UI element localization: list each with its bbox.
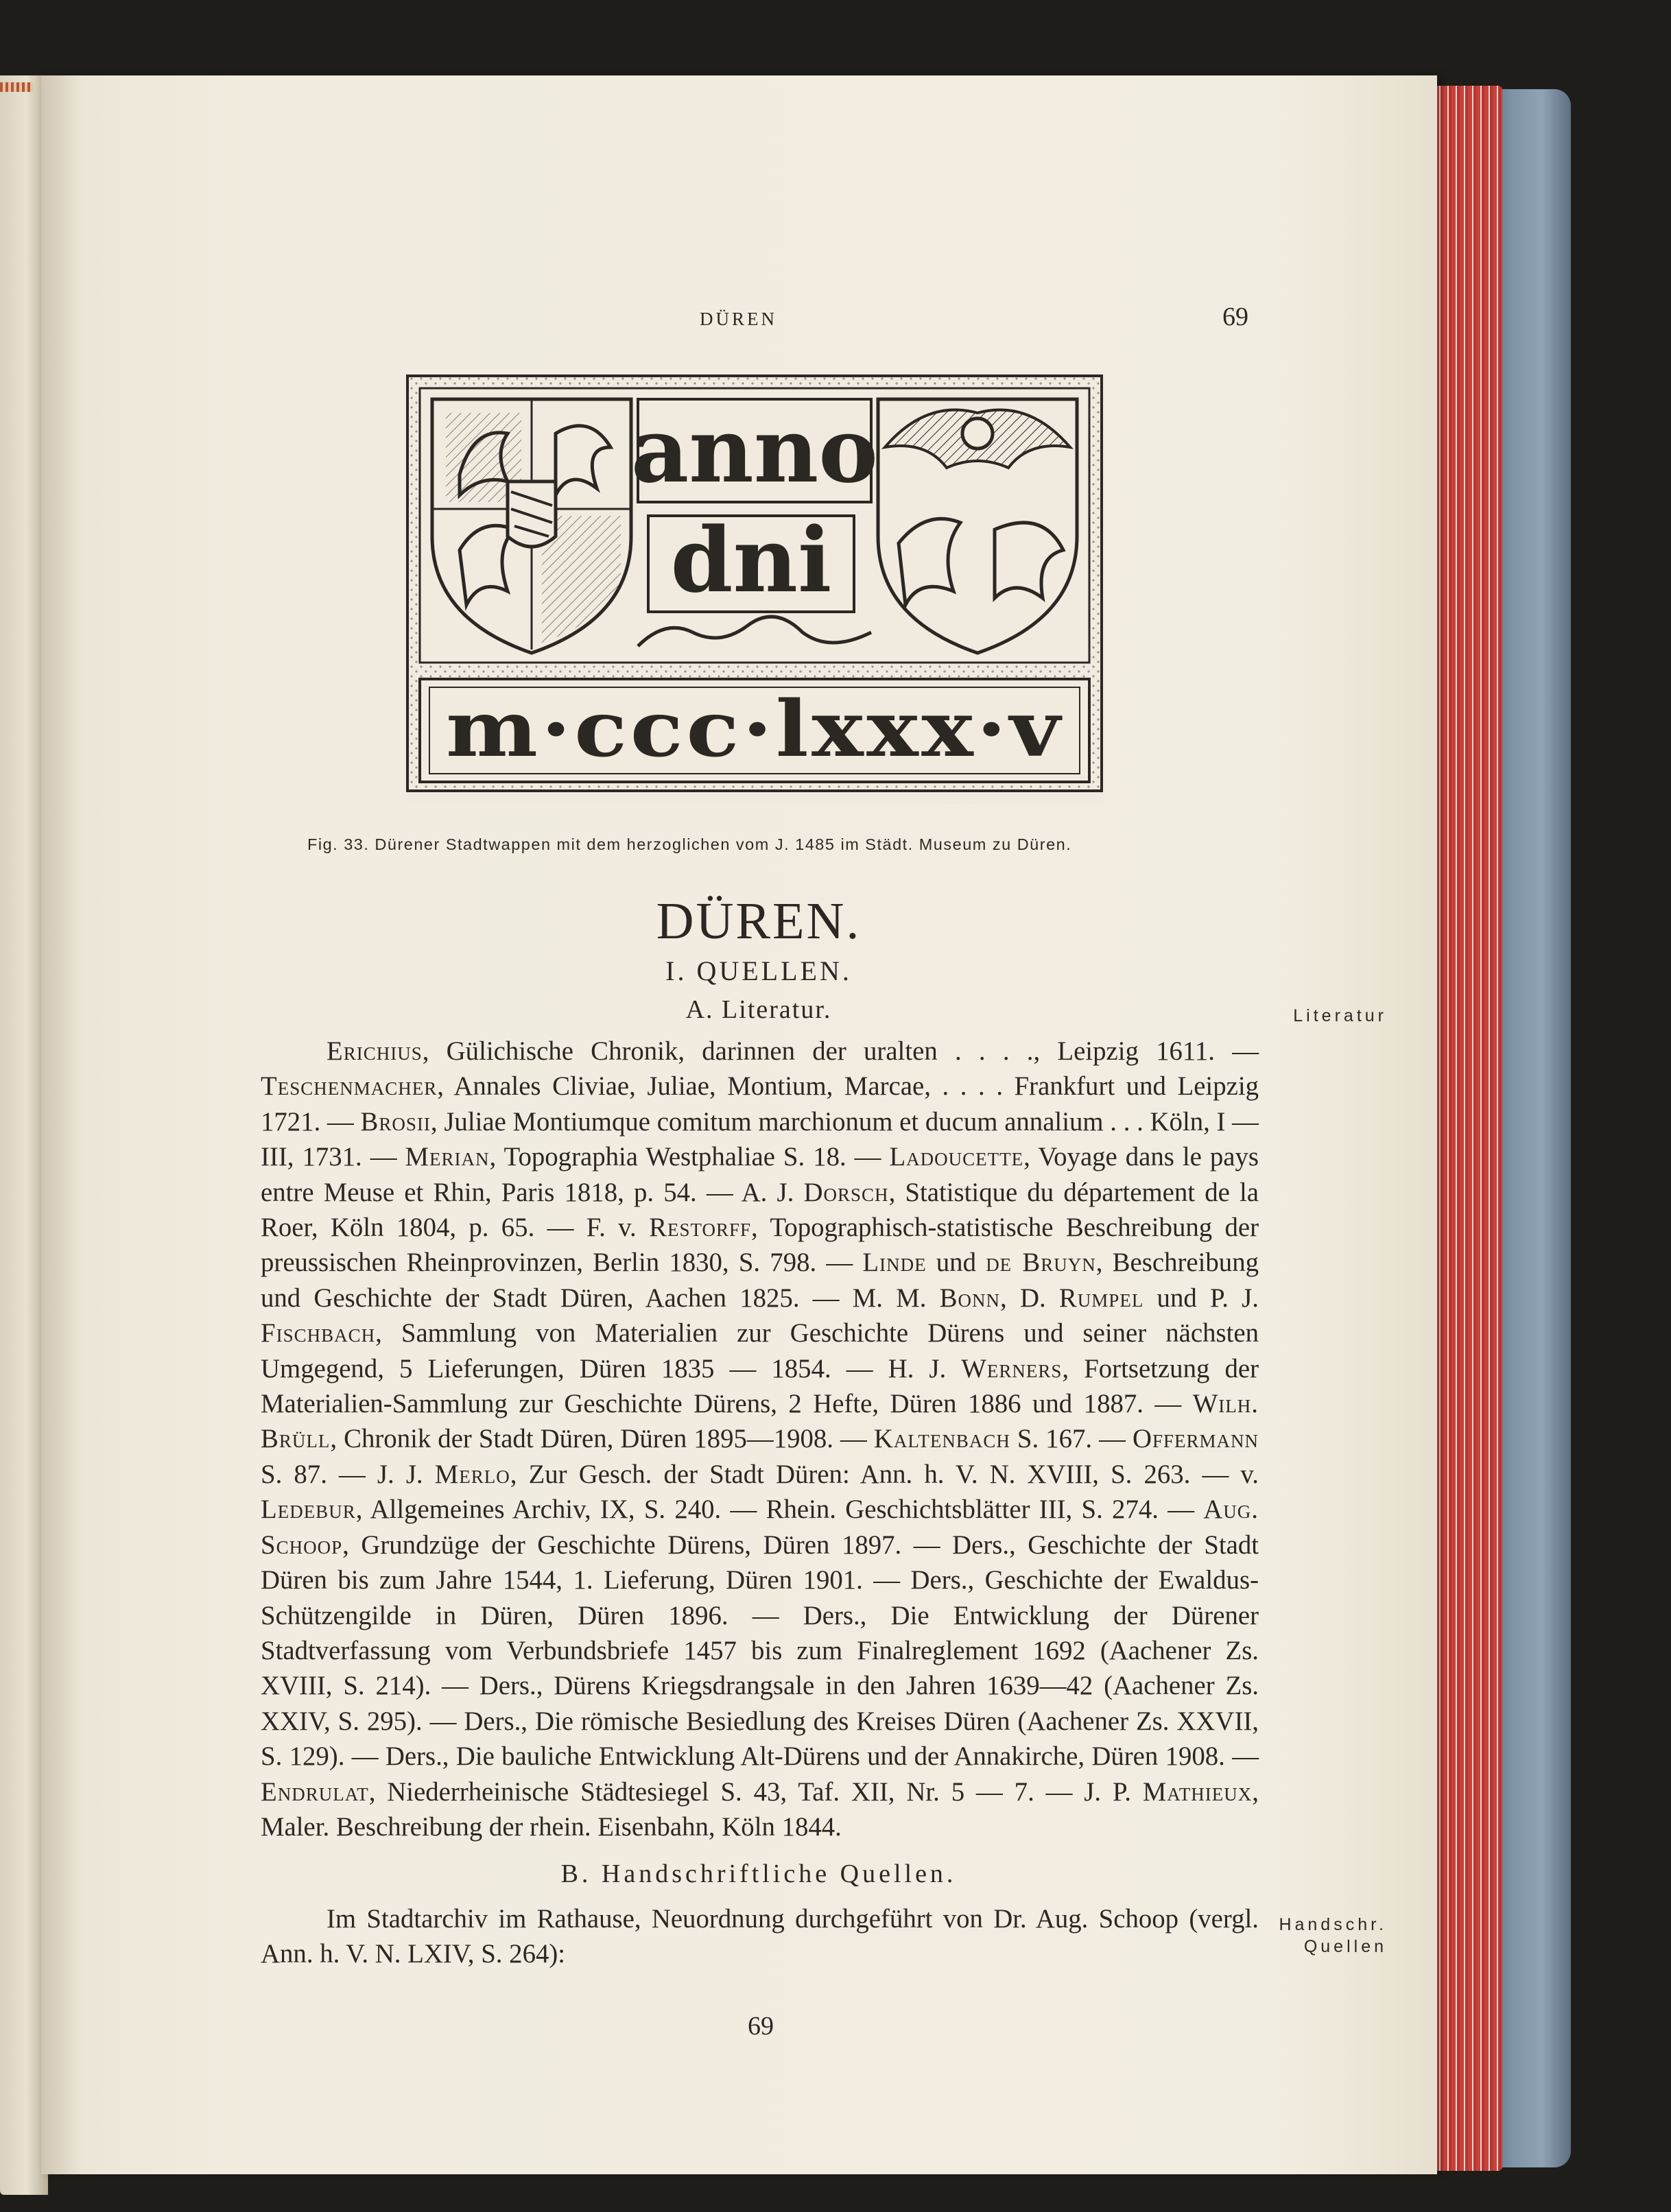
author-name: Bonn [939, 1283, 1001, 1313]
reference-text: , Maler. Beschreibung der rhein. Eisenbahn, Köln 1844. [261, 1776, 1259, 1842]
reference-text: , Gülichische Chronik, darinnen der uralten . . . ., Leipzig 1611. — [422, 1036, 1259, 1066]
author-name: de Bruyn [986, 1248, 1096, 1278]
author-name: Ledebur [261, 1495, 356, 1525]
section-heading: I. QUELLEN. [665, 955, 852, 986]
author-name: Restorff [649, 1213, 752, 1243]
author-name: Endrulat [261, 1776, 369, 1807]
marginal-note-line-1: Handschr. [1279, 1915, 1387, 1934]
coat-of-arms-figure [405, 372, 1104, 804]
gothic-inscription-anno-dni [631, 398, 878, 646]
footer-page-number: 69 [748, 2012, 774, 2041]
handschrift-paragraph [261, 1901, 1259, 1972]
subsection-heading-handschriftliche-quellen: B. Handschriftliche Quellen. [560, 1859, 957, 1888]
author-name: Merian [405, 1142, 490, 1172]
author-name: Teschenmacher [261, 1071, 438, 1102]
chapter-title: DÜREN. [656, 892, 862, 950]
reference-text: , D. [1000, 1283, 1059, 1313]
author-name: Kaltenbach [873, 1424, 1010, 1454]
author-name: Ladoucette [889, 1142, 1024, 1172]
handschrift-text: Im Stadtarchiv im Rathause, Neuordnung durchgeführt von Dr. Aug. Schoop (vergl. Ann. h. V. N. LXIV, S. 264): [261, 1904, 1259, 1969]
reference-text: , Topographia Westphaliae S. 18. — [489, 1142, 890, 1172]
reference-text: und P. J. [1143, 1283, 1259, 1313]
author-name: Werners [961, 1353, 1063, 1383]
marginal-note-handschr-quellen [1269, 1914, 1387, 1958]
red-page-edges [1427, 86, 1502, 2171]
reference-text: , Allgemeines Archiv, IX, S. 240. — Rhein. Geschichtsblätter III, S. 274. — [355, 1495, 1204, 1525]
literature-paragraph [261, 1034, 1259, 1844]
author-name: Dorsch [803, 1177, 889, 1207]
author-name: Brosii [360, 1106, 431, 1137]
reference-text: , Statistique du département de la Roer, Köln 1804, p. 65. — F. v. [261, 1177, 1259, 1243]
author-name: Linde [862, 1248, 927, 1278]
reference-text: , Juliae Montiumque comitum marchionum et ducum annalium . . . Köln, I — III, 1731. — [261, 1106, 1259, 1172]
reference-text: , Grundzüge der Geschichte Dürens, Düren 1897. — Ders., Geschichte der Stadt Düren bis zum Jahre 1544, 1. Lieferung, Düren 1901. — Ders., Geschichte der Ewaldus-Schützengilde in Düren, Düren 1896. — Ders., Die Entwicklung der Dürener Stadtverfassung vom Verbundsbriefe 1457 bis zum Finalreglement 1692 (Aachener Zs. XVIII, S. 214). — Ders., Dürens Kriegsdrangsale in den Jahren 1639—42 (Aachener Zs. XXIV, S. 295). — Ders., Die römische Besiedlung des Kreises Düren (Aachener Zs. XXVII, S. 129). — Ders., Die bauliche Entwicklung Alt-Dürens und der Annakirche, Düren 1908. — [261, 1530, 1259, 1772]
running-head-title: DÜREN [700, 309, 777, 329]
author-name: Mathieux [1142, 1776, 1253, 1807]
reference-text: , Niederrheinische Städtesiegel S. 43, Taf. XII, Nr. 5 — 7. — J. P. [368, 1776, 1143, 1807]
reference-text: , Zur Gesch. der Stadt Düren: Ann. h. V. N. XVIII, S. 263. — v. [510, 1459, 1259, 1489]
author-name: Fischbach [261, 1318, 376, 1348]
left-page-headband [0, 82, 33, 92]
inscription-line-2: dni [670, 508, 832, 613]
author-name: Erichius [327, 1036, 423, 1066]
reference-text: , Annales Cliviae, Juliae, Montium, Marcae, . . . . Frankfurt und Leipzig 1721. — [261, 1071, 1259, 1137]
inscription-line-3: m·ccc·lxxx·v [446, 685, 1063, 774]
author-name: Aug. Schoop [261, 1495, 1259, 1560]
reference-text: , Fortsetzung der Materialien-Sammlung zur Geschichte Dürens, 2 Hefte, Düren 1886 und 1887. — [261, 1353, 1259, 1419]
author-name: Rumpel [1058, 1283, 1144, 1313]
marginal-note-literatur: Literatur [1293, 1006, 1387, 1025]
reference-text: und [926, 1248, 986, 1278]
running-head-page-number: 69 [1222, 302, 1248, 331]
reference-text: , Voyage dans le pays entre Meuse et Rhin, Paris 1818, p. 54. — A. J. [261, 1142, 1259, 1207]
subsection-heading-literatur: A. Literatur. [685, 995, 832, 1024]
reference-text: , Chronik der Stadt Düren, Düren 1895—1908. — [330, 1424, 874, 1454]
author-name: Wilh. Brüll [261, 1389, 1259, 1454]
gothic-inscription-date-band [420, 679, 1089, 782]
reference-text: S. 167. — [1010, 1424, 1133, 1454]
book-page [41, 75, 1437, 2174]
reference-text: , Topographisch-statistische Beschreibung der preussischen Rheinprovinzen, Berlin 1830, S. 798. — [261, 1213, 1259, 1278]
reference-text: S. 87. — J. J. [261, 1459, 435, 1489]
reference-text: , Beschreibung und Geschichte der Stadt Düren, Aachen 1825. — M. M. [261, 1248, 1259, 1313]
reference-text: , Sammlung von Materialien zur Geschichte Dürens und seiner nächsten Umgegend, 5 Lieferungen, Düren 1835 — 1854. — H. J. [261, 1318, 1259, 1383]
inscription-line-1: anno [631, 398, 878, 503]
figure-caption: Fig. 33. Dürener Stadtwappen mit dem herzoglichen vom J. 1485 im Städt. Museum zu Düren. [307, 835, 1072, 853]
author-name: Merlo [434, 1459, 510, 1489]
author-name: Offermann [1132, 1424, 1259, 1454]
marginal-note-line-2: Quellen [1303, 1937, 1387, 1956]
